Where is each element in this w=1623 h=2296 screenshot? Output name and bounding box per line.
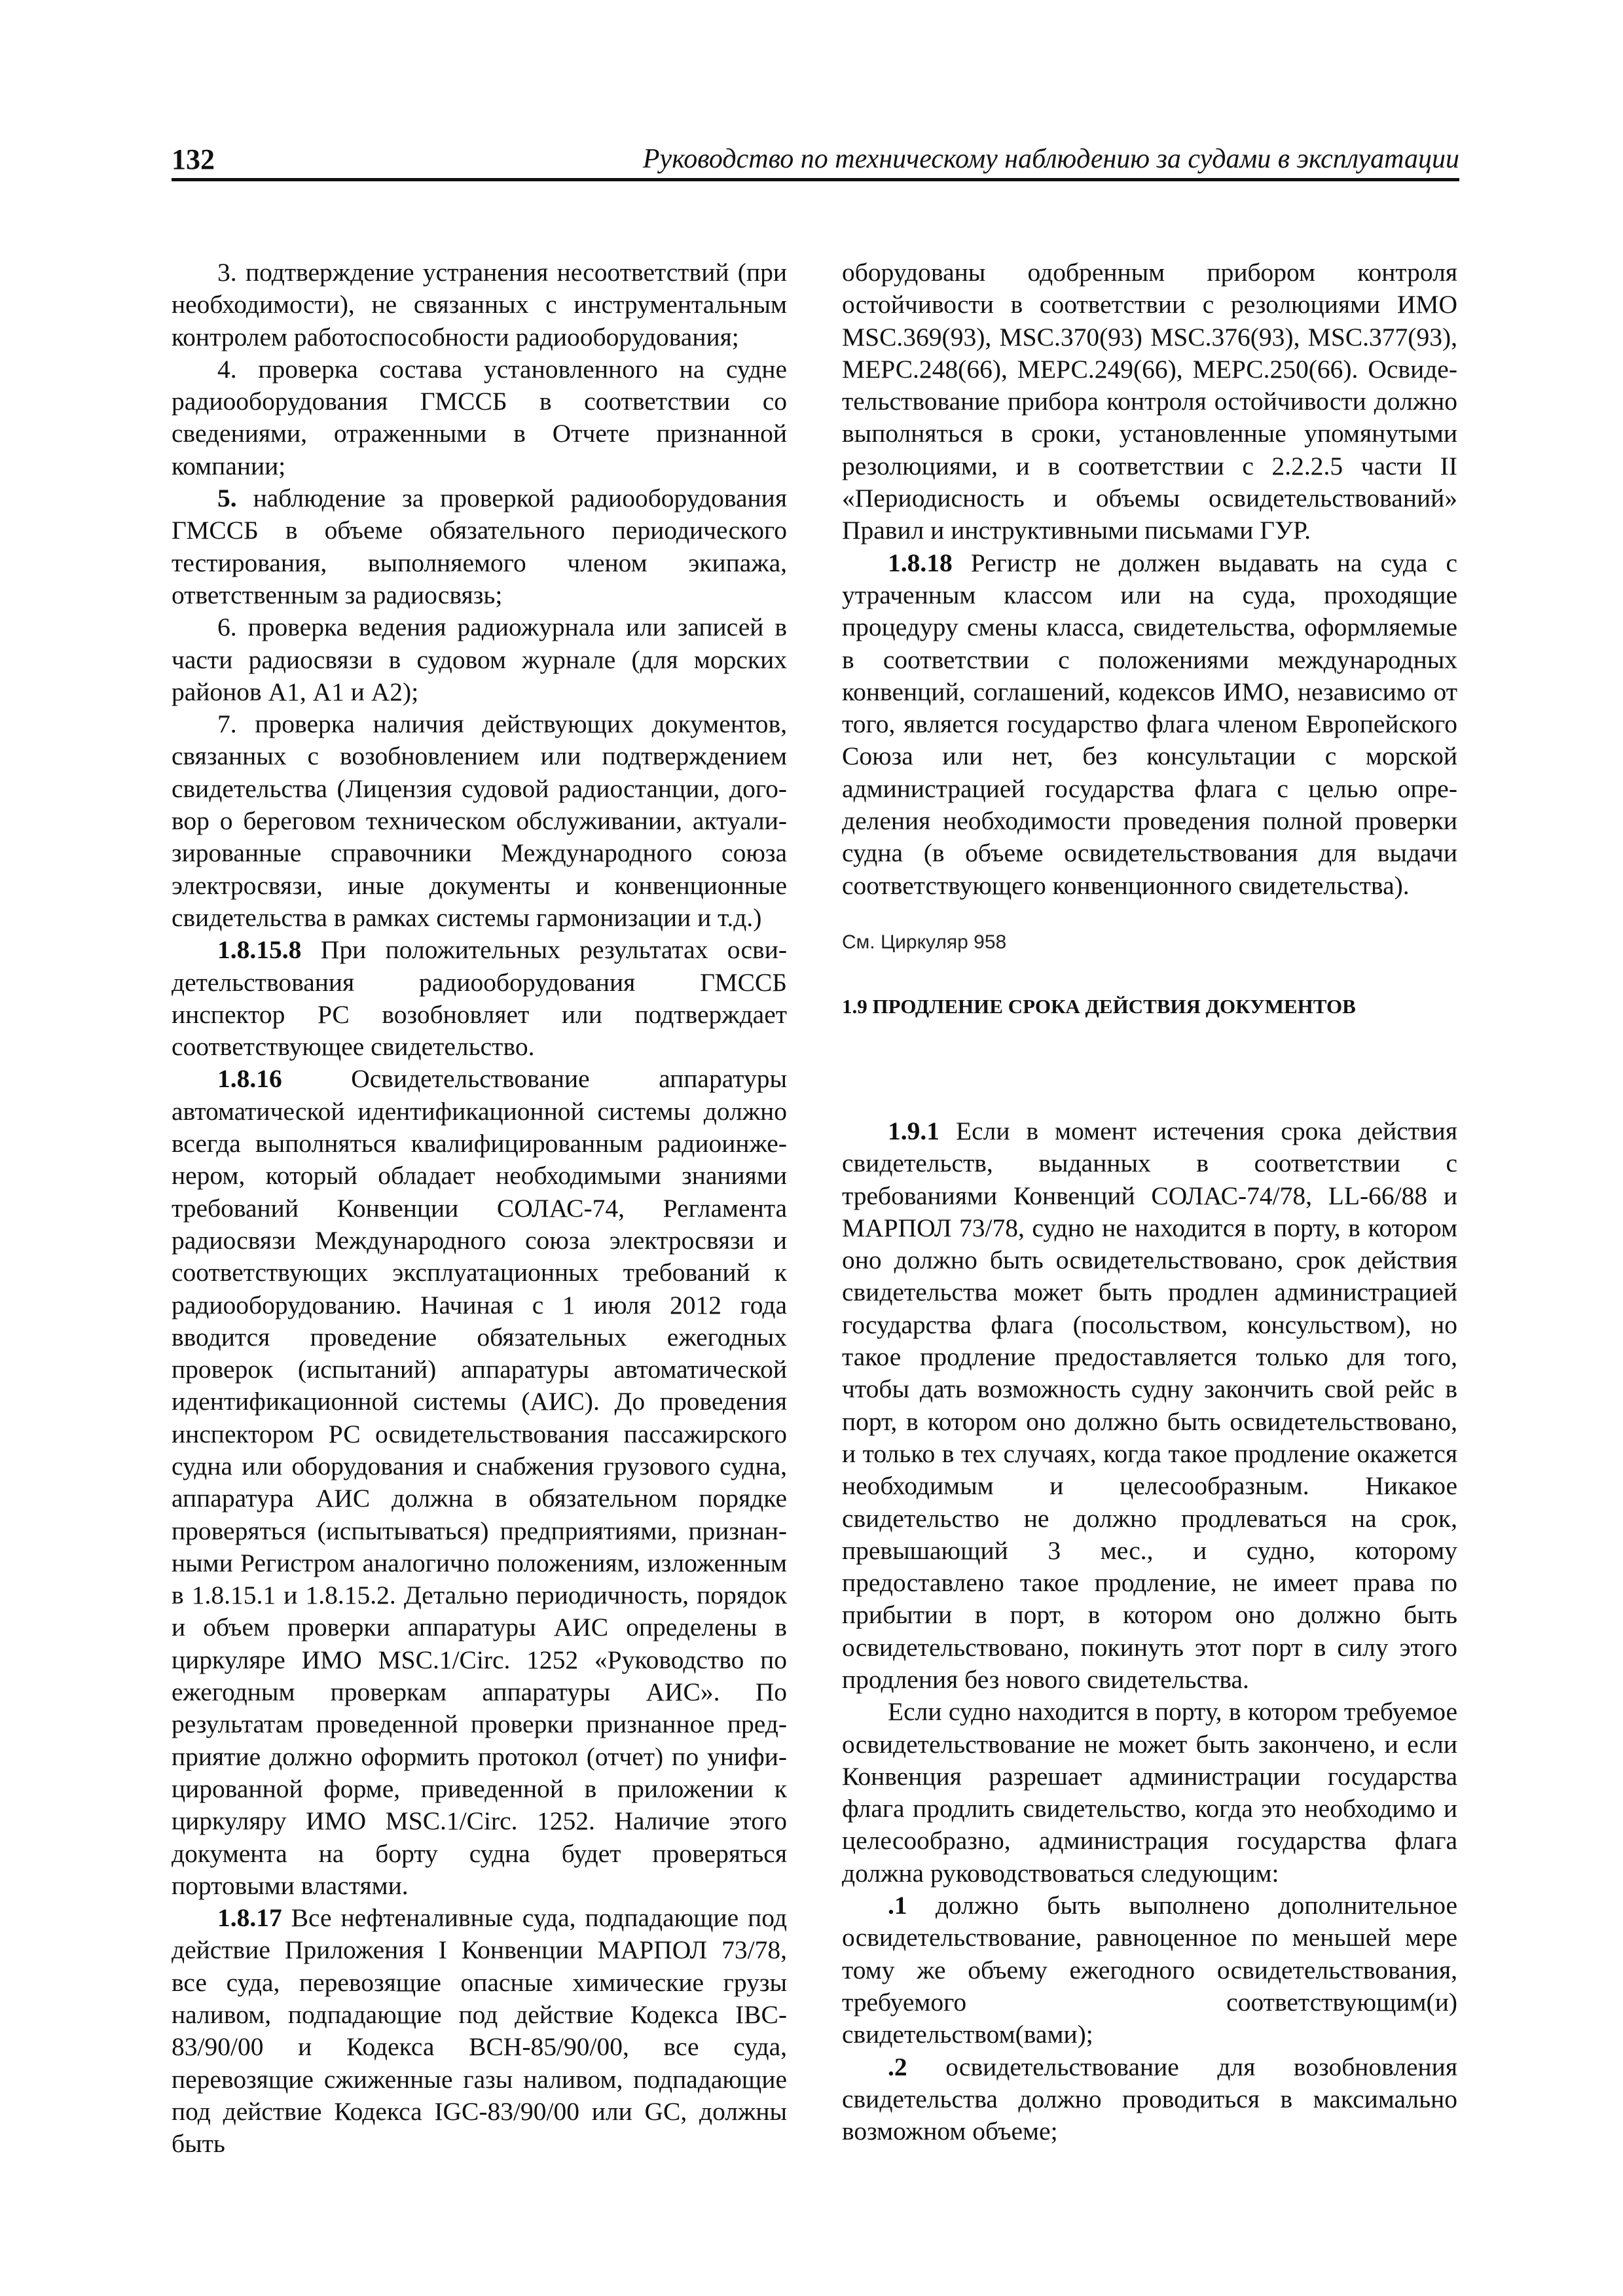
header-rule xyxy=(172,178,1459,181)
paragraph: 5. наблюдение за проверкой радиооборудования ГМССБ в объеме обязательного периодического тестирования, выполняемого членом экипажа, ответственным за радиосвязь; xyxy=(172,484,787,609)
page-number: 132 xyxy=(172,143,215,175)
paragraph: 3. подтверждение устранения несоответствий (при необходимости), не связанных с инструментальным контролем работоспособности радиооборудования; xyxy=(172,258,787,351)
paragraph: 1.8.16 Освидетельствование аппаратуры автоматической идентификационной системы должно всегда выполняться квалифицированным радиоинженером, который обладает необходимыми знаниями требований Конвенции СОЛАС-74, Регламента радиосвязи Международного союза электросвязи и соответствующих эксплуатационных требований к радиооборудованию. Начиная с 1 июля 2012 года вводится проведение обязательных ежегодных проверок (испытаний) аппаратуры автоматической идентификационной системы (АИС). До проведения инспектором РС освидетельствования пассажирского судна или оборудования и снабжения грузового судна, аппаратура АИС должна в обязательном порядке проверяться (испытываться) предприятиями, признанными Регистром аналогично положениям, изложенным в 1.8.15.1 и 1.8.15.2. Детально периодичность, порядок и объем проверки аппаратуры АИС определены в циркуляре ИМО MSC.1/Circ. 1252 «Руководство по ежегодным проверкам аппаратуры АИС». По результатам проведенной проверки признанное предприятие должно оформить протокол (отчет) по унифицированной форме, приведенной в приложении к циркуляру ИМО MSC.1/Circ. 1252. Наличие этого документа на борту судна будет проверяться портовыми властями. xyxy=(172,1064,787,1900)
paragraph: 1.8.15.8 При положительных результатах освидетельствования радиооборудования ГМССБ инспектор РС возобновляет или подтверждает соответствующее свидетельство. xyxy=(172,935,787,1062)
paragraph: оборудованы одобренным прибором контроля остойчивости в соответствии с резолюциями ИМО MSC.369(93), MSC.370(93) MSC.376(93), MSC.377(93), МЕРС.248(66), МЕРС.249(66), МЕРС.250(66). Освидетельствование прибора контроля остойчивости должно выполняться в сроки, установленные упомянутыми резолюциями, и в соответствии с 2.2.2.5 части II «Периодисность и объемы освидетельствований» Правил и инструктивными письмами ГУР. xyxy=(842,258,1457,545)
running-title: Руководство по техническому наблюдению за судами в эксплуатации xyxy=(642,144,1459,174)
paragraph: 1.9.1 Если в момент истечения срока действия свидетельств, выданных в соответствии с требованиями Конвенций СОЛАС-74/78, LL-66/88 и МАРПОЛ 73/78, судно не находится в порту, в котором оно должно быть освидетельствовано, срок действия свидетельства может быть продлен администрацией государства флага (посольством, консульством), но такое продление предоставляется только для того, чтобы дать возможность судну закончить свой рейс в порт, в котором оно должно быть освидетельствовано, и только в тех случаях, когда такое продление окажется необходимым и целесообразным. Никакое свидетельство не должно продлеваться на срок, превышающий 3 мес., и судно, которому предоставлено такое продление, не имеет права по прибытии в порт, в котором оно должно быть освидетельствовано, покинуть этот порт в силу этого продления без нового свидетельства. xyxy=(842,1116,1457,1694)
paragraph: Если судно находится в порту, в котором требуемое освидетельствование не может быть закончено, и если Конвенция разрешает администрации государства флага продлить свидетельство, когда это необходимо и целесообразно, администрация государства флага должна руководствоваться следующим: xyxy=(842,1697,1457,1888)
paragraph: 7. проверка наличия действующих документов, связанных с возобновлением или подтверждением свидетельства (Лицензия судовой радиостанции, договор о береговом техническом обслуживании, актуализированные справочники Международного союза электросвязи, иные документы и конвенционные свидетельства в рамках системы гармонизации и т.д.) xyxy=(172,709,787,932)
paragraph: .2 освидетельствование для возобновления свидетельства должно проводиться в максимально возможном объеме; xyxy=(842,2052,1457,2146)
paragraph: .1 должно быть выполнено дополнительное освидетельствование, равноценное по меньшей мере тому же объему ежегодного освидетельствования, требуемого соответствующим(и) свидетельством(вами); xyxy=(842,1891,1457,2049)
left-column xyxy=(172,257,787,2161)
paragraph: 6. проверка ведения радиожурнала или записей в части радиосвязи в судовом журнале (для морских районов А1, А1 и А2); xyxy=(172,613,787,706)
paragraph: 1.8.18 Регистр не должен выдавать на суда с утраченным классом или на суда, проходящие процедуру смены класса, свидетельства, оформляемые в соответствии с положениями международных конвенций, соглашений, кодексов ИМО, независимо от того, является государство флага членом Европейского Союза или нет, без консультации с морской администрацией государства флага с целью определения необходимости проведения полной проверки судна (в объеме освидетельствования для выдачи соответствующего конвенционного свидетельства). xyxy=(842,548,1457,900)
section-heading: 1.9 ПРОДЛЕНИЕ СРОКА ДЕЙСТВИЯ ДОКУМЕНТОВ xyxy=(842,994,1356,1018)
paragraph: 4. проверка состава установленного на судне радиооборудования ГМССБ в соответствии со сведениями, отраженными в Отчете признанной компании; xyxy=(172,354,787,480)
right-column xyxy=(842,257,1457,2147)
paragraph: 1.8.17 Все нефтеналивные суда, подпадающие под действие Приложения I Конвенции МАРПОЛ 73/78, все суда, перевозящие опасные химические грузы наливом, подпадающие под действие Кодекса IBC-83/90/00 и Кодекса BCH-85/90/00, все суда, перевозящие сжиженные газы наливом, подпадающие под действие Кодекса IGC-83/90/00 или GC, должны быть xyxy=(172,1903,787,2159)
circular-reference-note: См. Циркуляр 958 xyxy=(842,931,1007,953)
